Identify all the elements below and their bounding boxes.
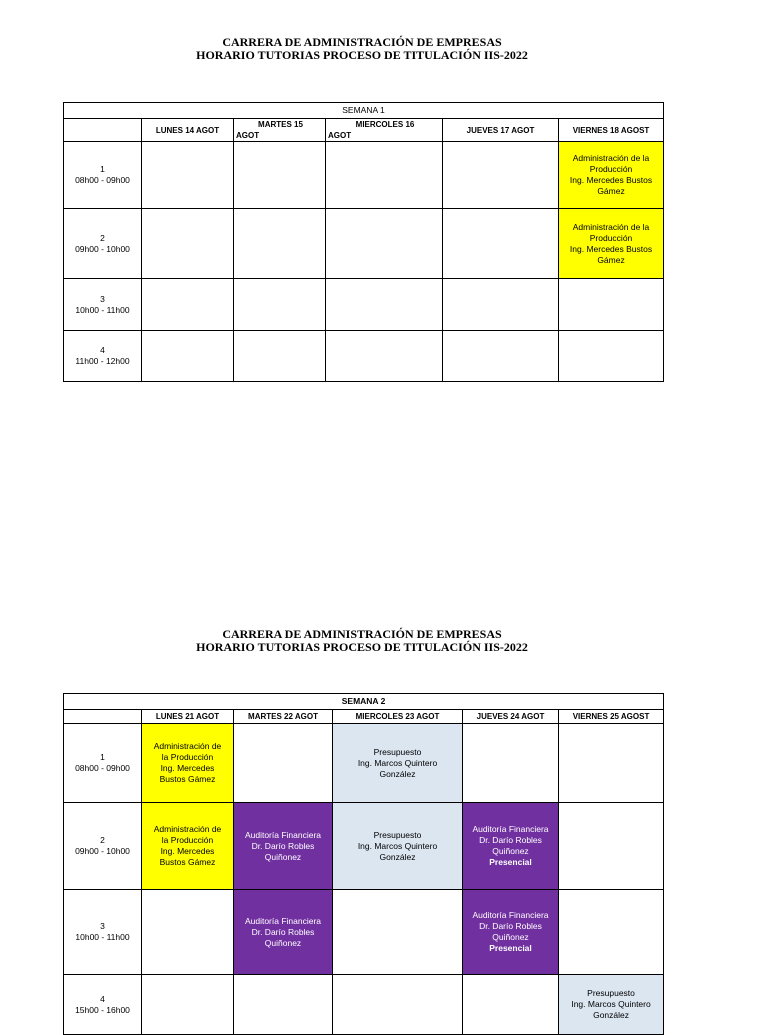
- title-schedule-2: HORARIO TUTORIAS PROCESO DE TITULACIÓN IIS-2022: [196, 640, 528, 654]
- day-header-miercoles: MIERCOLES 23 AGOT: [333, 710, 463, 724]
- slot-time: 08h00 - 09h00: [75, 763, 130, 773]
- empty-cell: [234, 279, 326, 331]
- empty-cell: [142, 142, 234, 209]
- day-header-lunes: LUNES 21 AGOT: [142, 710, 234, 724]
- title-career-1: CARRERA DE ADMINISTRACIÓN DE EMPRESAS: [222, 35, 502, 49]
- slot-time: 10h00 - 11h00: [75, 932, 130, 942]
- slot-time: 09h00 - 10h00: [75, 243, 130, 254]
- class-cell: [559, 209, 664, 279]
- teacher-name-cont: Quiñonez: [264, 937, 302, 948]
- empty-cell: [142, 975, 234, 1035]
- slot-label: [64, 142, 142, 209]
- slot-time: 10h00 - 11h00: [75, 304, 130, 315]
- slot-number: 1: [100, 164, 105, 174]
- empty-cell: [559, 331, 664, 382]
- slot-number: 4: [100, 993, 105, 1004]
- schedule-table-week-1: [63, 102, 664, 382]
- course-name: Presupuesto: [373, 829, 422, 840]
- empty-cell: [234, 724, 333, 803]
- class-cell: [234, 803, 333, 890]
- course-name: Presupuesto: [587, 988, 635, 998]
- teacher-name: Ing. Mercedes: [160, 846, 215, 856]
- empty-cell: [142, 890, 234, 975]
- teacher-name: Dr. Darío Robles: [251, 840, 315, 851]
- slot-label: [64, 331, 142, 382]
- empty-cell: [443, 209, 559, 279]
- slot-time: 15h00 - 16h00: [75, 1004, 130, 1015]
- teacher-name: Dr. Darío Robles: [251, 926, 315, 937]
- course-name: Administración de la: [572, 153, 650, 163]
- title-career-2: CARRERA DE ADMINISTRACIÓN DE EMPRESAS: [222, 627, 502, 641]
- slot-time: 11h00 - 12h00: [75, 356, 130, 366]
- teacher-name-cont: Gámez: [597, 254, 625, 265]
- week-label: SEMANA 1: [64, 103, 664, 119]
- slot-label: [64, 209, 142, 279]
- slot-label: [64, 724, 142, 803]
- class-cell: [333, 803, 463, 890]
- course-name: Auditoría Financiera: [472, 910, 549, 920]
- empty-cell: [234, 209, 326, 279]
- title-schedule-1: HORARIO TUTORIAS PROCESO DE TITULACIÓN IIS-2022: [196, 48, 528, 62]
- day-header-miercoles-line1: MIERCOLES 16: [355, 120, 415, 129]
- course-name: Administración de la: [572, 221, 650, 232]
- empty-cell: [326, 279, 443, 331]
- empty-cell: [234, 331, 326, 382]
- slot-number: 2: [100, 232, 105, 243]
- empty-cell: [333, 975, 463, 1035]
- class-cell: [142, 724, 234, 803]
- empty-cell: [443, 331, 559, 382]
- day-header-jueves: JUEVES 24 AGOT: [463, 710, 559, 724]
- course-name: Auditoría Financiera: [472, 824, 549, 834]
- empty-cell: [326, 331, 443, 382]
- empty-cell: [559, 724, 664, 803]
- day-header-jueves: JUEVES 17 AGOT: [443, 119, 559, 142]
- day-header-martes-line2: AGOT: [236, 131, 260, 140]
- day-header-viernes: VIERNES 25 AGOST: [559, 710, 664, 724]
- course-name-cont: la Producción: [161, 752, 214, 762]
- teacher-name: Dr. Darío Robles: [479, 921, 542, 931]
- empty-cell: [559, 803, 664, 890]
- schedule-table-week-2: [63, 693, 664, 1035]
- corner-cell: [64, 710, 142, 724]
- week-label: SEMANA 2: [64, 694, 664, 710]
- empty-cell: [142, 209, 234, 279]
- teacher-name-cont: Quiñonez: [264, 851, 302, 862]
- slot-number: 2: [100, 835, 105, 845]
- empty-cell: [559, 890, 664, 975]
- teacher-name: Ing. Marcos Quintero: [571, 999, 651, 1009]
- day-header-lunes: LUNES 14 AGOT: [142, 119, 234, 142]
- empty-cell: [326, 209, 443, 279]
- course-name: Administración de: [153, 824, 222, 834]
- slot-number: 4: [100, 345, 105, 355]
- empty-cell: [463, 975, 559, 1035]
- teacher-name: Dr. Darío Robles: [479, 835, 542, 845]
- course-name: Administración de: [153, 741, 222, 751]
- empty-cell: [326, 142, 443, 209]
- slot-number: 3: [100, 293, 105, 304]
- teacher-name-cont: González: [379, 851, 416, 862]
- empty-cell: [559, 279, 664, 331]
- teacher-name-cont: Bustos Gámez: [159, 857, 216, 867]
- course-name-cont: la Producción: [161, 835, 214, 845]
- day-header-martes: [234, 119, 326, 142]
- course-name-cont: Producción: [589, 164, 633, 174]
- day-header-miercoles: [326, 119, 443, 142]
- class-cell: [463, 803, 559, 890]
- slot-number: 1: [100, 752, 105, 762]
- class-cell: [559, 975, 664, 1035]
- slot-label: [64, 890, 142, 975]
- day-header-miercoles-line2: AGOT: [328, 131, 352, 140]
- teacher-name-cont: Bustos Gámez: [159, 774, 216, 784]
- day-header-martes-line1: MARTES 15: [258, 120, 303, 129]
- course-name-cont: Producción: [589, 232, 633, 243]
- empty-cell: [463, 724, 559, 803]
- teacher-name-cont: González: [379, 768, 416, 779]
- class-cell: [142, 803, 234, 890]
- course-name: Auditoría Financiera: [244, 829, 322, 840]
- day-header-viernes: VIERNES 18 AGOST: [559, 119, 664, 142]
- slot-number: 3: [100, 921, 105, 931]
- class-cell: [234, 890, 333, 975]
- teacher-name: Ing. Marcos Quintero: [357, 840, 438, 851]
- teacher-name: Ing. Mercedes: [160, 763, 215, 773]
- slot-time: 08h00 - 09h00: [75, 175, 130, 185]
- corner-cell: [64, 119, 142, 142]
- class-cell: [559, 142, 664, 209]
- day-header-martes: MARTES 22 AGOT: [234, 710, 333, 724]
- class-cell: [333, 724, 463, 803]
- empty-cell: [142, 331, 234, 382]
- teacher-name: Ing. Mercedes Bustos: [569, 243, 653, 254]
- empty-cell: [443, 142, 559, 209]
- teacher-name-cont: González: [593, 1010, 629, 1020]
- class-cell: [463, 890, 559, 975]
- slot-label: [64, 279, 142, 331]
- teacher-name-cont: Gámez: [597, 186, 625, 196]
- modality-label: Presencial: [489, 943, 532, 953]
- modality-label: Presencial: [489, 857, 532, 867]
- teacher-name: Ing. Mercedes Bustos: [569, 175, 653, 185]
- course-name: Presupuesto: [373, 746, 422, 757]
- empty-cell: [234, 142, 326, 209]
- teacher-name: Ing. Marcos Quintero: [357, 757, 438, 768]
- empty-cell: [142, 279, 234, 331]
- empty-cell: [234, 975, 333, 1035]
- empty-cell: [333, 890, 463, 975]
- teacher-name-cont: Quiñonez: [492, 932, 529, 942]
- teacher-name-cont: Quiñonez: [492, 846, 529, 856]
- course-name: Auditoría Financiera: [244, 915, 322, 926]
- slot-label: [64, 975, 142, 1035]
- empty-cell: [443, 279, 559, 331]
- slot-time: 09h00 - 10h00: [75, 846, 130, 856]
- slot-label: [64, 803, 142, 890]
